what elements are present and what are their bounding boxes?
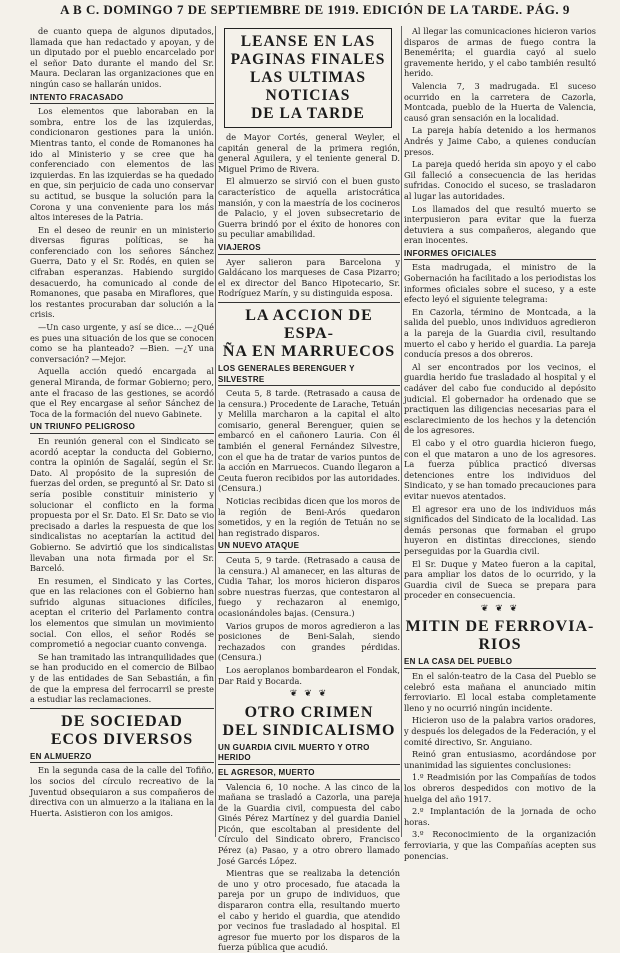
article-paragraph: 2.º Implantación de la jornada de ocho horas. bbox=[404, 806, 596, 827]
headline bbox=[218, 307, 400, 361]
article-paragraph: En reunión general con el Sindicato se acordó aceptar la conducta del Gobierno, contra la opinión de Sagaláí, según el Sr. Dato. Al propósito de la supresión de fuerzas del orden, se preguntó al Sr. Dato si sería posible constituir ministerio y solucionar el conflicto en la forma propuesta por el Sr. Dato. El Sr. Dato se vio precisado a darles la respuesta de que los sindicalistas no aceptarían la actitud del Gobierno. Se advirtió que los sindicalistas llevaban una nota firmada por el Sr. Barceló. bbox=[30, 435, 214, 574]
section-heading: UN TRIUNFO PELIGROSO bbox=[30, 422, 214, 434]
article-paragraph: Varios grupos de moros agredieron a las posiciones de Beni-Salah, siendo rechazados con grandes pérdidas. (Censura.) bbox=[218, 620, 400, 663]
article-paragraph: Reinó gran entusiasmo, acordándose por unanimidad las siguientes conclusiones: bbox=[404, 749, 596, 770]
headline bbox=[404, 618, 596, 654]
section-heading: EL AGRESOR, MUERTO bbox=[218, 768, 400, 780]
article-paragraph: La pareja había detenido a los hermanos Andrés y Jaime Cabo, a quienes conducían presos. bbox=[404, 125, 596, 157]
headline-line: DE SOCIEDAD bbox=[61, 712, 183, 730]
column-rule bbox=[215, 26, 216, 837]
headline-line: ECOS DIVERSOS bbox=[50, 730, 194, 748]
headline-line: ÑA EN MARRUECOS bbox=[222, 342, 396, 360]
section-heading: INTENTO FRACASADO bbox=[30, 93, 214, 105]
article-paragraph: La pareja quedó herida sin apoyo y el cabo Gil falleció a consecuencia de las heridas sufridas. Conocido el suceso, se trasladaron al lugar las autoridades. bbox=[404, 159, 596, 201]
headline-line: RIOS bbox=[478, 636, 522, 654]
divider bbox=[218, 302, 400, 303]
column-rule bbox=[401, 26, 402, 837]
article-paragraph: de Mayor Cortés, general Weyler, el capitán general de la primera región, general Aguilera, y el teniente general D. Miguel Primo de Rivera. bbox=[218, 132, 400, 174]
article-paragraph: Aquella acción quedó encargada al general Miranda, de formar Gobierno; pero, ante el fracaso de las gestiones, se acordó que el Rey encargase al señor Sánchez de Toca de la formación del nuevo Gabinete. bbox=[30, 366, 214, 419]
section-heading: INFORMES OFICIALES bbox=[404, 249, 596, 261]
article-paragraph: En la segunda casa de la calle del Tofiño, los socios del círculo recreativo de la Juventud obsequiaron a sus compañeros de directiva con un almuerzo a la italiana en la Huerta. Asistieron con los amigos. bbox=[30, 765, 214, 818]
article-paragraph: Los aeroplanos bombardearon el Fondak, Dar Raid y Bocarda. bbox=[218, 664, 400, 686]
article-paragraph: En el deseo de reunir en un ministerio diversas figuras políticas, se ha conferenciado con los señores Sánchez Guerra, Dato y el Sr. Rodés, en quien se cifraban esperanzas. Habiendo surgido desacuerdo, ha comunicado al conde de Romanones, que pasaba en Miraflores, que los restantes procuraban dar solución a la crisis. bbox=[30, 224, 214, 320]
headline-line: OTRO CRIMEN bbox=[244, 703, 374, 721]
article-paragraph: Los elementos que laboraban en la sombra, entre los de las izquierdas, condicionaron gestiones para la unión. Mientras tanto, el conde de Romanones ha ido al Ministerio y se cree que ha conferenciado con elementos de las izquierdas. En las izquierdas se ha quedado en que, sin perjuicio de cada uno conservar su actitud, se busque la solución para la Corona y una conveniente para los más altos intereses de la Patria. bbox=[30, 106, 214, 223]
boxed-notice bbox=[224, 28, 392, 128]
article-paragraph: Valencia 7, 3 madrugada. El suceso ocurrido en la carretera de Cazorla, Montcada, pueblo de la Huerta de Valencia, causó gran sensación en la localidad. bbox=[404, 80, 596, 123]
article-paragraph: El cabo y el otro guardia hicieron fuego, con el que mataron a uno de los agresores. La fuerza pública practicó diversas detenciones entre los individuos del Sindicato, y se han tomado precauciones para evitar nuevos atentados. bbox=[404, 437, 596, 501]
article-paragraph: Ceuta 5, 8 tarde. (Retrasado a causa de la censura.) Procedente de Larache, Tetuán y Melilla marcharon a la capital el alto comisario, general Berenguer, quien se embarcó en el cañonero Lauria. Con él también el general Fernández Silvestre, con el que ha de tratar de varios puntos de la acción en Marruecos. Cuando llegaron a Ceuta fueron recibidos por las autoridades. (Censura.) bbox=[218, 388, 400, 494]
article-paragraph: El agresor era uno de los individuos más significados del Sindicato de la localidad. Las demás personas que formaban el grupo huyeron en distintas direcciones, siendo perseguidas por la Guardia civil. bbox=[404, 503, 596, 556]
article-paragraph: Esta madrugada, el ministro de la Gobernación ha facilitado a los periodistas los informes oficiales sobre el suceso, y a este efecto leyó el siguiente telegrama: bbox=[404, 262, 596, 305]
ornament-divider: ❦ ❦ ❦ bbox=[480, 603, 520, 614]
ornament-divider: ❦ ❦ ❦ bbox=[289, 689, 329, 700]
headline-line: MITIN DE FERROVIA- bbox=[405, 618, 595, 636]
headline bbox=[218, 704, 400, 740]
column-3 bbox=[404, 26, 596, 861]
article-paragraph: En resumen, el Sindicato y las Cortes, que en las relaciones con el Gobierno han sufrido algunas situaciones difíciles, aceptan el criterio del Parlamento contra los elementos que simulan un movimiento social. Con ellos, el señor Rodés se comprometió a negociar cuanto convenga. bbox=[30, 575, 214, 650]
article-paragraph: Noticias recibidas dicen que los moros de la región de Beni-Arós quedaron sometidos, y en la región de Tetuán no se han registrado disparos. bbox=[218, 496, 400, 538]
article-paragraph: Al llegar las comunicaciones hicieron varios disparos de armas de fuego contra la Benemérita; el guardia cayó al suelo gravemente herido, y el cabo también resultó herido. bbox=[404, 26, 596, 79]
section-heading: EN ALMUERZO bbox=[30, 752, 214, 764]
article-paragraph: En Cazorla, término de Montcada, a la salida del pueblo, unos individuos agredieron a la pareja de la Guardia civil, resultando muerto el cabo y herido el guardia. La pareja conducía presos a dos obreros. bbox=[404, 306, 596, 360]
section-heading: UN NUEVO ATAQUE bbox=[218, 541, 400, 553]
section-heading: VIAJEROS bbox=[218, 243, 400, 255]
divider bbox=[30, 708, 214, 709]
notice-line: LEANSE EN LAS bbox=[240, 33, 376, 50]
article-paragraph: 3.º Reconocimiento de la organización ferroviaria, y que las Compañías acepten sus ponencias. bbox=[404, 829, 596, 861]
section-heading: LOS GENERALES BERENGUER Y SILVESTRE bbox=[218, 364, 400, 386]
page-header: A B C. DOMINGO 7 DE SEPTIEMBRE DE 1919. EDICIÓN DE LA TARDE. PÁG. 9 bbox=[60, 2, 570, 17]
section-heading: UN GUARDIA CIVIL MUERTO Y OTRO HERIDO bbox=[218, 743, 400, 765]
headline bbox=[30, 713, 214, 749]
column-2 bbox=[218, 26, 400, 953]
article-paragraph: El almuerzo se sirvió con el buen gusto característico de aquella aristocrática mansión, y con la maestría de los cocineros de Palacio, y el joven subsecretario de Guerra brindó por el éxito de honores con su peculiar amabilidad. bbox=[218, 176, 400, 240]
headline-line: LA ACCION DE ESPA- bbox=[245, 306, 373, 342]
notice-line: NOTICIAS bbox=[265, 87, 351, 104]
article-paragraph: Hicieron uso de la palabra varios oradores, y después los delegados de la Federación, y el comité directivo, Sr. Anguiano. bbox=[404, 715, 596, 747]
column-1 bbox=[30, 26, 214, 839]
notice-line: PAGINAS FINALES bbox=[230, 51, 386, 68]
article-paragraph: Valencia 6, 10 noche. A las cinco de la mañana se trasladó a Cazorla, una pareja de la Guardia civil, compuesta del cabo Ginés Pérez Martínez y del guardia Daniel Picón, que escoltaban al presidente del Círculo del Sindicato obrero, Francisco Pérez (a) Pasao, y a otro obrero llamado José Garcés López. bbox=[218, 781, 400, 866]
article-paragraph: Mientras que se realizaba la detención de uno y otro procesado, fue atacada la pareja por un grupo de individuos, que dispararon contra ella, resultando muerto el cabo y herido el guardia, que atendido por vecinos fue trasladado al hospital. El agresor fue muerto por los disparos de la fuerza pública que acudió. bbox=[218, 868, 400, 953]
section-heading: EN LA CASA DEL PUEBLO bbox=[404, 657, 596, 669]
article-paragraph: 1.º Readmisión por las Compañías de todos los obreros despedidos con motivo de la huelga del año 1917. bbox=[404, 772, 596, 804]
article-paragraph: de cuanto quepa de algunos diputados, llamada que han redactado y apoyan, y de un diputado por el pueblo encarcelado por el señor Dato durante el mando del Sr. Maura. Declaran las organizaciones que en ningún caso se hallarán unidos. bbox=[30, 26, 214, 89]
article-paragraph: Ayer salieron para Barcelona y Galdácano los marqueses de Casa Pizarro; el ex director del Banco Hipotecario, Sr. Rodríguez Marín, y su distinguida esposa. bbox=[218, 256, 400, 299]
article-paragraph: Ceuta 5, 9 tarde. (Retrasado a causa de la censura.) Al amanecer, en las alturas de Cudia Tahar, los moros hicieron disparos sobre nuestras fuerzas, que contestaron al fuego y rechazaron al enemigo, ocasionándoles bajas. (Censura.) bbox=[218, 555, 400, 618]
article-paragraph: —Un caso urgente, y así se dice... —¿Qué es pues una situación de los que se conocen como se ha planteado? —Bien. —¿Y una conversación? —Mejor. bbox=[30, 322, 214, 364]
article-paragraph: En el salón-teatro de la Casa del Pueblo se celebró esta mañana el anunciado mitin ferroviario. El local estaba completamente lleno y no ocurrió ningún incidente. bbox=[404, 671, 596, 713]
article-paragraph: Se han tramitado las intranquilidades que se han producido en el comercio de Bilbao y de las entidades de San Sebastián, a fin de que la empresa del ferrocarril se preste a estudiar las reclamaciones. bbox=[30, 651, 214, 705]
headline-line: DEL SINDICALISMO bbox=[222, 721, 396, 739]
notice-line: LAS ULTIMAS bbox=[250, 69, 366, 86]
article-paragraph: Al ser encontrados por los vecinos, el guardia herido fue trasladado al hospital y el cadáver del cabo fue conducido al depósito judicial. El gobernador ha ordenado que se practiquen las diligencias necesarias para el esclarecimiento de los hechos y la detención de los agresores. bbox=[404, 361, 596, 436]
notice-line: DE LA TARDE bbox=[251, 105, 365, 122]
article-paragraph: El Sr. Duque y Mateo fueron a la capital, para ampliar los datos de lo ocurrido, y la Guardia civil de Sueca se prepara para proceder en consecuencia. bbox=[404, 558, 596, 601]
article-paragraph: Los llamados del que resultó muerto se interpusieron para evitar que la fuerza detuviera a sus compañeros, alegando que eran inocentes. bbox=[404, 203, 596, 246]
